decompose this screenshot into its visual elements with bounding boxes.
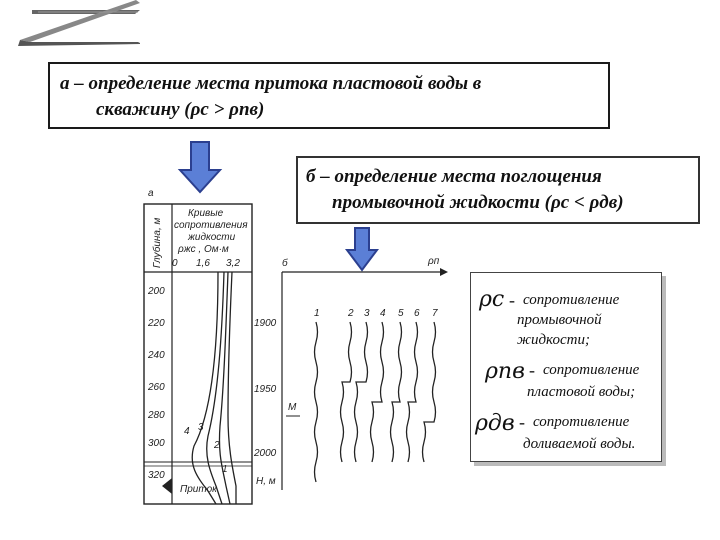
legend-symbol-rho-c: ρc (479, 287, 505, 312)
depth-tick: 1900 (254, 318, 277, 329)
curve-number: 3 (364, 308, 370, 319)
curve-b-4 (371, 322, 384, 462)
scale-tick-2: 3,2 (226, 258, 240, 269)
curve-b-5 (391, 322, 402, 462)
curve-1 (228, 272, 236, 504)
figure-a-letter: а (148, 188, 154, 199)
depth-tick: 1950 (254, 384, 277, 395)
legend-box (470, 272, 662, 462)
curve-number: 2 (348, 308, 354, 319)
box-b-line2: промывочной жидкости (ρc < ρдв) (332, 192, 624, 213)
scale-tick-0: 0 (172, 258, 178, 269)
curve-b-6 (407, 322, 418, 462)
curve-label-4: 4 (184, 426, 190, 437)
depth-tick: 260 (148, 382, 165, 393)
legend-symbol-rho-dv: ρдв (475, 411, 515, 436)
depth-tick: 200 (148, 286, 165, 297)
legend-text-1a: сопротивление (523, 292, 620, 308)
curve-number: 7 (432, 308, 438, 319)
axis-label-rho: ρп (428, 256, 440, 267)
curve-b-1 (315, 322, 318, 482)
legend-text-1b: промывочной (517, 312, 602, 328)
curve-header-3: жидкости (188, 232, 236, 243)
depth-tick: 280 (148, 410, 165, 421)
curve-header-1: Кривые (188, 208, 224, 219)
legend-dash-3: - (519, 412, 525, 432)
box-a (48, 62, 610, 129)
box-a-line2: скважину (ρc > ρпв) (96, 99, 265, 120)
box-a-line1: а – определение места притока пластовой воды в (60, 73, 482, 94)
curve-number: 5 (398, 308, 404, 319)
unit-label: ρжс , Ом·м (178, 244, 229, 255)
legend-text-1c: жидкости; (517, 332, 590, 348)
depth-tick: 2000 (254, 448, 277, 459)
legend-dash-1: - (509, 290, 515, 310)
figure-b-log (252, 250, 458, 500)
curve-number: 6 (414, 308, 420, 319)
figure-a-log (128, 186, 258, 506)
box-b (296, 156, 700, 224)
scale-label: М (288, 402, 297, 413)
legend-text-2b: пластовой воды; (527, 384, 636, 400)
curve-label-2: 2 (214, 440, 220, 451)
depth-tick: 320 (148, 470, 165, 481)
depth-tick: 240 (148, 350, 165, 361)
legend-symbol-rho-pv: ρпв (485, 359, 525, 384)
curve-b-7 (423, 322, 436, 462)
curve-b-3 (355, 322, 368, 462)
legend-text-3b: доливаемой воды. (523, 436, 636, 452)
curve-label-3: 3 (198, 422, 204, 433)
curve-number: 4 (380, 308, 386, 319)
pencil-logo-icon (10, 0, 140, 48)
box-b-line1: б – определение места поглощения (306, 166, 602, 187)
inflow-label: Приток (180, 484, 217, 495)
legend-dash-2: - (529, 360, 535, 380)
legend-text-2a: сопротивление (543, 362, 640, 378)
curve-header-2: сопротивления (174, 220, 248, 231)
depth-tick: 300 (148, 438, 165, 449)
depth-unit: H, м (256, 476, 276, 487)
scale-tick-1: 1,6 (196, 258, 210, 269)
curve-b-2 (341, 322, 352, 462)
depth-header: Глубина, м (152, 217, 163, 268)
legend-text-3a: сопротивление (533, 414, 630, 430)
curve-4 (192, 272, 218, 504)
curve-number: 1 (314, 308, 320, 319)
figure-b-letter: б (282, 258, 288, 269)
curve-label-1: 1 (222, 464, 228, 475)
depth-tick: 220 (148, 318, 165, 329)
